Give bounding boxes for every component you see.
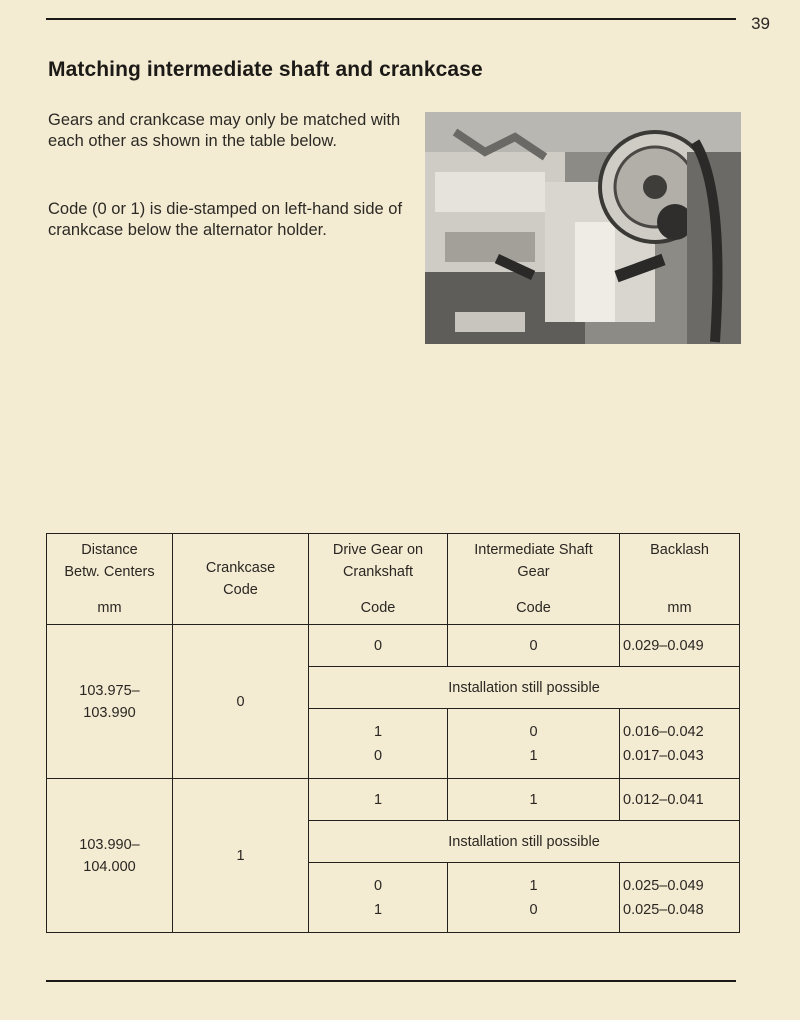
drive-gear-code-cell: 1 0: [309, 709, 448, 779]
backlash-cell: 0.016–0.042 0.017–0.043: [620, 709, 740, 779]
drive-gear-code-cell: 0 1: [309, 863, 448, 933]
section-title: Matching intermediate shaft and crankcase: [48, 58, 483, 81]
drive-gear-code-cell: 1: [309, 779, 448, 821]
distance-cell: 103.990– 104.000: [47, 779, 173, 933]
intermediate-code-cell: 0 1: [448, 709, 620, 779]
intermediate-code-cell: 1 0: [448, 863, 620, 933]
installation-note: Installation still possible: [309, 667, 740, 709]
crankcase-code-cell: 1: [173, 779, 309, 933]
drive-gear-code-cell: 0: [309, 625, 448, 667]
backlash-cell: 0.029–0.049: [620, 625, 740, 667]
distance-cell: 103.975– 103.990: [47, 625, 173, 779]
intro-paragraph: Gears and crankcase may only be matched with each other as shown in the table below.: [48, 111, 401, 150]
intermediate-code-cell: 0: [448, 625, 620, 667]
page-number: 39: [751, 14, 770, 33]
engine-photo-illustration: [425, 112, 741, 344]
table-row: [47, 779, 740, 821]
header-crankcase-code: Crankcase Code: [173, 534, 309, 625]
top-rule: [46, 18, 736, 20]
header-intermediate-shaft-code: Intermediate Shaft Gear Code: [448, 534, 620, 625]
matching-table-wrapper: [46, 533, 739, 933]
table-row: [47, 625, 740, 667]
code-location-paragraph: Code (0 or 1) is die-stamped on left-hand side of crankcase below the alternator holder.: [48, 200, 403, 239]
backlash-cell: 0.012–0.041: [620, 779, 740, 821]
matching-table: [46, 533, 740, 933]
engine-crankcase-photo: [425, 112, 741, 344]
header-backlash: Backlash mm: [620, 534, 740, 625]
header-drive-gear-code: Drive Gear on Crankshaft Code: [309, 534, 448, 625]
table-header-row: [47, 534, 740, 625]
backlash-cell: 0.025–0.049 0.025–0.048: [620, 863, 740, 933]
header-distance: Distance Betw. Centers mm: [47, 534, 173, 625]
bottom-rule: [46, 980, 736, 982]
intermediate-code-cell: 1: [448, 779, 620, 821]
crankcase-code-cell: 0: [173, 625, 309, 779]
installation-note: Installation still possible: [309, 821, 740, 863]
